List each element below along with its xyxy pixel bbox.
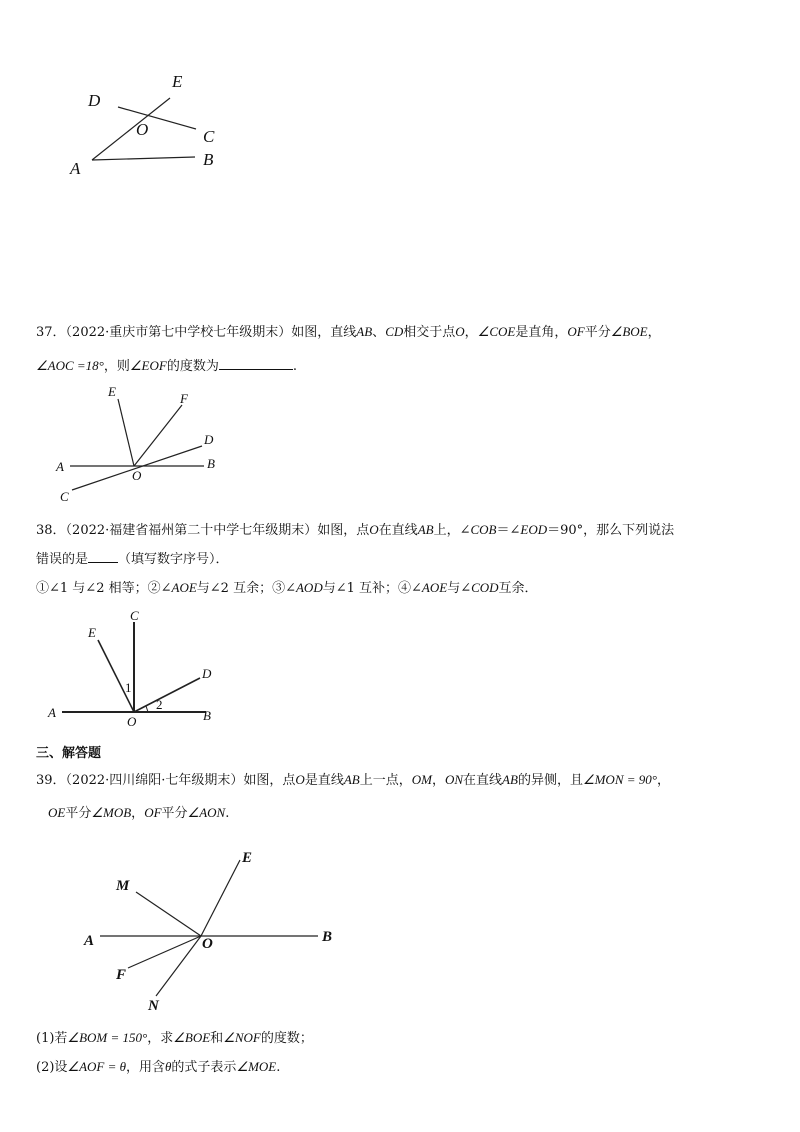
q37-angle-eof: ∠EOF — [129, 358, 167, 373]
q39-text: ，用含 — [126, 1060, 166, 1075]
q38-aoe: AOE — [171, 580, 197, 595]
q39-text: 和 — [210, 1031, 224, 1046]
q38-ab: AB — [417, 522, 434, 537]
q39-oe: OE — [48, 805, 66, 820]
q38-number: 38． — [36, 523, 66, 538]
label-B: B — [207, 456, 215, 471]
q39-text: 的度数； — [260, 1031, 313, 1046]
q38-text: 上，∠ — [433, 523, 471, 538]
angle-label-1: 1 — [125, 680, 132, 695]
q39-ab: AB — [502, 772, 518, 787]
label-D: D — [204, 432, 214, 447]
q39-angle-aof: ∠AOF = θ — [67, 1059, 127, 1074]
q39-text: . — [225, 806, 230, 821]
label-A: A — [70, 159, 81, 178]
q37-of: OF — [567, 324, 585, 339]
q38-cob: COB — [470, 522, 497, 537]
q37-text: 平分 — [584, 325, 611, 340]
label-E: E — [108, 384, 116, 399]
q37-text: ，则 — [103, 359, 130, 374]
label-A: A — [56, 459, 64, 474]
angle-label-2: 2 — [156, 697, 163, 712]
q38-source: （2022·福建省福州第二十中学七年级期末） — [65, 523, 318, 538]
label-O: O — [132, 468, 142, 483]
q38-opt: ①∠1 与∠2 相等；②∠ — [36, 581, 172, 596]
q37-o: O — [455, 324, 465, 339]
q39-text: 平分 — [161, 806, 188, 821]
q37-text: 相交于点 — [403, 325, 456, 340]
q37-text: ， — [464, 325, 478, 340]
q39-text: 如图，点 — [243, 773, 296, 788]
q39-om: OM — [411, 772, 432, 787]
label-D: D — [202, 666, 212, 681]
q39-text: 的异侧，且 — [517, 773, 583, 788]
label-F: F — [116, 967, 127, 983]
label-O: O — [136, 120, 149, 139]
q39-part2 — [36, 1057, 280, 1078]
label-O: O — [202, 936, 213, 952]
q39-ab: AB — [343, 772, 360, 787]
q39-text: 在直线 — [463, 773, 503, 788]
label-M: M — [116, 878, 130, 894]
q39-text: (1)若 — [36, 1031, 68, 1046]
q37-text: 、 — [372, 325, 386, 340]
q39-angle-mob: ∠MOB — [91, 805, 132, 820]
label-N: N — [148, 998, 159, 1014]
q37-angle-boe: ∠BOE — [610, 324, 648, 339]
label-O: O — [127, 714, 137, 729]
q38-cod: COD — [471, 580, 499, 595]
q38-text: 如图，点 — [317, 523, 370, 538]
q38-text: 在直线 — [378, 523, 418, 538]
ray-oe — [201, 860, 240, 936]
q38-eod: EOD — [520, 522, 548, 537]
q37-ab: AB — [356, 324, 373, 339]
q39-text: ， — [656, 773, 670, 788]
q37-source: （2022·重庆市第七中学校七年级期末） — [65, 325, 292, 340]
q39-on: ON — [444, 772, 464, 787]
q38-text: （填写数字序号）． — [118, 552, 229, 567]
label-B: B — [203, 708, 211, 723]
label-D: D — [88, 91, 101, 110]
q39-text: 是直线 — [304, 773, 344, 788]
q39-angle-boe: ∠BOE — [173, 1030, 211, 1045]
q38-opt: 与∠ — [447, 581, 472, 596]
q39-text: ，求 — [147, 1031, 174, 1046]
q37-number: 37． — [36, 325, 66, 340]
q37-text: ， — [647, 325, 661, 340]
q39-angle-moe: ∠MOE — [236, 1059, 277, 1074]
q39-text: (2)设 — [36, 1060, 68, 1075]
label-E: E — [88, 625, 96, 640]
q38-text: 错误的是 — [36, 552, 89, 567]
q39-angle-bom: ∠BOM = 150° — [67, 1030, 148, 1045]
q39-text: 上一点， — [359, 773, 412, 788]
q39-text: ， — [131, 806, 145, 821]
q38-opt: 与∠1 互补；④∠ — [322, 581, 422, 596]
q38-opt: 与∠2 互余；③∠ — [196, 581, 296, 596]
q39-text: 的式子表示 — [171, 1060, 237, 1075]
q39-angle-mon: ∠MON = 90° — [582, 772, 657, 787]
ray-of — [128, 936, 201, 968]
q39-text: . — [276, 1060, 281, 1075]
q39-o: O — [295, 772, 305, 787]
label-A: A — [48, 705, 56, 720]
q38-aoe: AOE — [421, 580, 448, 595]
q37-angle-coe: ∠COE — [477, 324, 516, 339]
q39-angle-aon: ∠AON — [187, 805, 226, 820]
q37-cd: CD — [385, 324, 404, 339]
label-C: C — [130, 608, 139, 623]
q37-text: 是直角， — [515, 325, 568, 340]
q38-text: ＝∠ — [496, 523, 521, 538]
q37-text: 的度数为 — [166, 359, 219, 374]
q38-aod: AOD — [295, 580, 323, 595]
label-E: E — [172, 72, 183, 91]
ray-om — [136, 892, 201, 936]
q38-text: ＝90°，那么下列说法 — [547, 523, 675, 538]
ray-on — [156, 936, 201, 996]
q39-text: 平分 — [65, 806, 92, 821]
q38-opt: 互余． — [498, 581, 538, 596]
q37-angle-aoc: ∠AOC =18° — [36, 358, 104, 373]
label-C: C — [203, 127, 215, 146]
q39-theta: θ — [165, 1059, 172, 1074]
label-B: B — [322, 929, 333, 945]
q39-text: ， — [431, 773, 445, 788]
label-A: A — [84, 933, 95, 949]
q37-end: . — [292, 359, 297, 374]
label-F: F — [180, 391, 188, 406]
label-C: C — [60, 489, 69, 504]
q39-of: OF — [144, 805, 162, 820]
q39-number: 39． — [36, 773, 66, 788]
label-E: E — [242, 850, 253, 866]
q37-text: 如图，直线 — [291, 325, 357, 340]
q38-o: O — [369, 522, 379, 537]
q39-part1 — [36, 1028, 313, 1049]
section-title: 三、解答题 — [36, 746, 102, 761]
q39-source: （2022·四川绵阳·七年级期末） — [65, 773, 244, 788]
q39-angle-nof: ∠NOF — [223, 1030, 261, 1045]
label-B: B — [203, 150, 214, 169]
